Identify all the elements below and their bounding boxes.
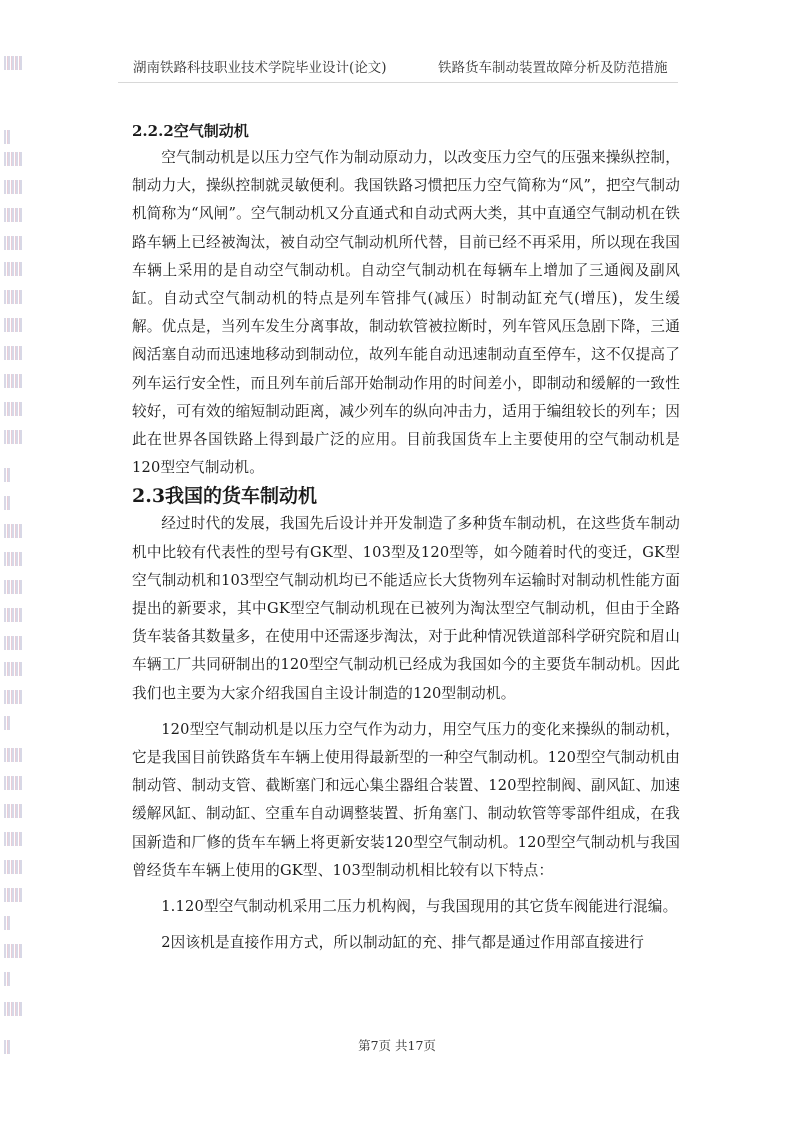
section-heading-2-2-2: 2.2.2空气制动机: [132, 122, 249, 140]
paragraph-feature-1: 1.120型空气制动机采用二压力机构阀，与我国现用的其它货车阀能进行混编。: [161, 898, 678, 916]
page-header: [0, 56, 794, 78]
paragraph-freight-brakes: 经过时代的发展，我国先后设计并开发制造了多种货车制动机，在这些货车制动机中比较有代表性的型号有GK型、103型及120型等，如今随着时代的变迁，GK型空气制动机和103型空气制动机均已不能适应长大货物列车运输时对制动机性能方面提出的新要求，其中GK型空气制动机现在已被列为淘汰型空气制动机，但由于全路货车装备其数量多，在使用中还需逐步淘汰，对于此种情况铁道部科学研究院和眉山车辆工厂共同研制出的120型空气制动机已经成为我国如今的主要货车制动机。因此我们也主要为大家介绍我国自主设计制造的120型制动机。: [132, 515, 680, 702]
page-footer: 第7页 共17页: [358, 1038, 436, 1053]
section-heading-2-3: 2.3我国的货车制动机: [132, 485, 318, 508]
paragraph-120-brake: 120型空气制动机是以压力空气作为动力，用空气压力的变化来操纵的制动机，它是我国目前铁路货车车辆上使用得最新型的一种空气制动机。120型空气制动机由制动管、制动支管、截断塞门和远心集尘器组合装置、120型控制阀、副风缸、加速缓解风缸、制动缸、空重车自动调整装置、折角塞门、制动软管等零部件组成，在我国新造和厂修的货车车辆上将更新安装120型空气制动机。120型空气制动机与我国曾经货车车辆上使用的GK型、103型制动机相比较有以下特点：: [132, 720, 680, 879]
paragraph-feature-2: 2因该机是直接作用方式，所以制动缸的充、排气都是通过作用部直接进行: [161, 934, 645, 952]
paragraph-air-brake: 空气制动机是以压力空气作为制动原动力，以改变压力空气的压强来操纵控制，制动力大，操纵控制就灵敏便利。我国铁路习惯把压力空气简称为“风”，把空气制动机简称为“风闸”。空气制动机又分直通式和自动式两大类，其中直通空气制动机在铁路车辆上已经被淘汰，被自动空气制动机所代替，目前已经不再采用，所以现在我国车辆上采用的是自动空气制动机。自动空气制动机在每辆车上增加了三通阀及副风缸。自动式空气制动机的特点是列车管排气(减压）时制动缸充气(增压)，发生缓解。优点是，当列车发生分离事故，制动软管被拉断时，列车管风压急剧下降，三通阀活塞自动而迅速地移动到制动位，故列车能自动迅速制动直至停车，这不仅提高了列车运行安全性，而且列车前后部开始制动作用的时间差小，即制动和缓解的一致性较好，可有效的缩短制动距离，减少列车的纵向冲击力，适用于编组较长的列车；因此在世界各国铁路上得到最广泛的应用。目前我国货车上主要使用的空气制动机是120型空气制动机。: [132, 149, 680, 477]
header-topic-title: 铁路货车制动装置故障分析及防范措施: [438, 60, 668, 76]
header-thesis-title: 湖南铁路科技职业技术学院毕业设计(论文): [133, 60, 387, 76]
header-divider: [118, 82, 678, 83]
page-body: [132, 118, 680, 957]
